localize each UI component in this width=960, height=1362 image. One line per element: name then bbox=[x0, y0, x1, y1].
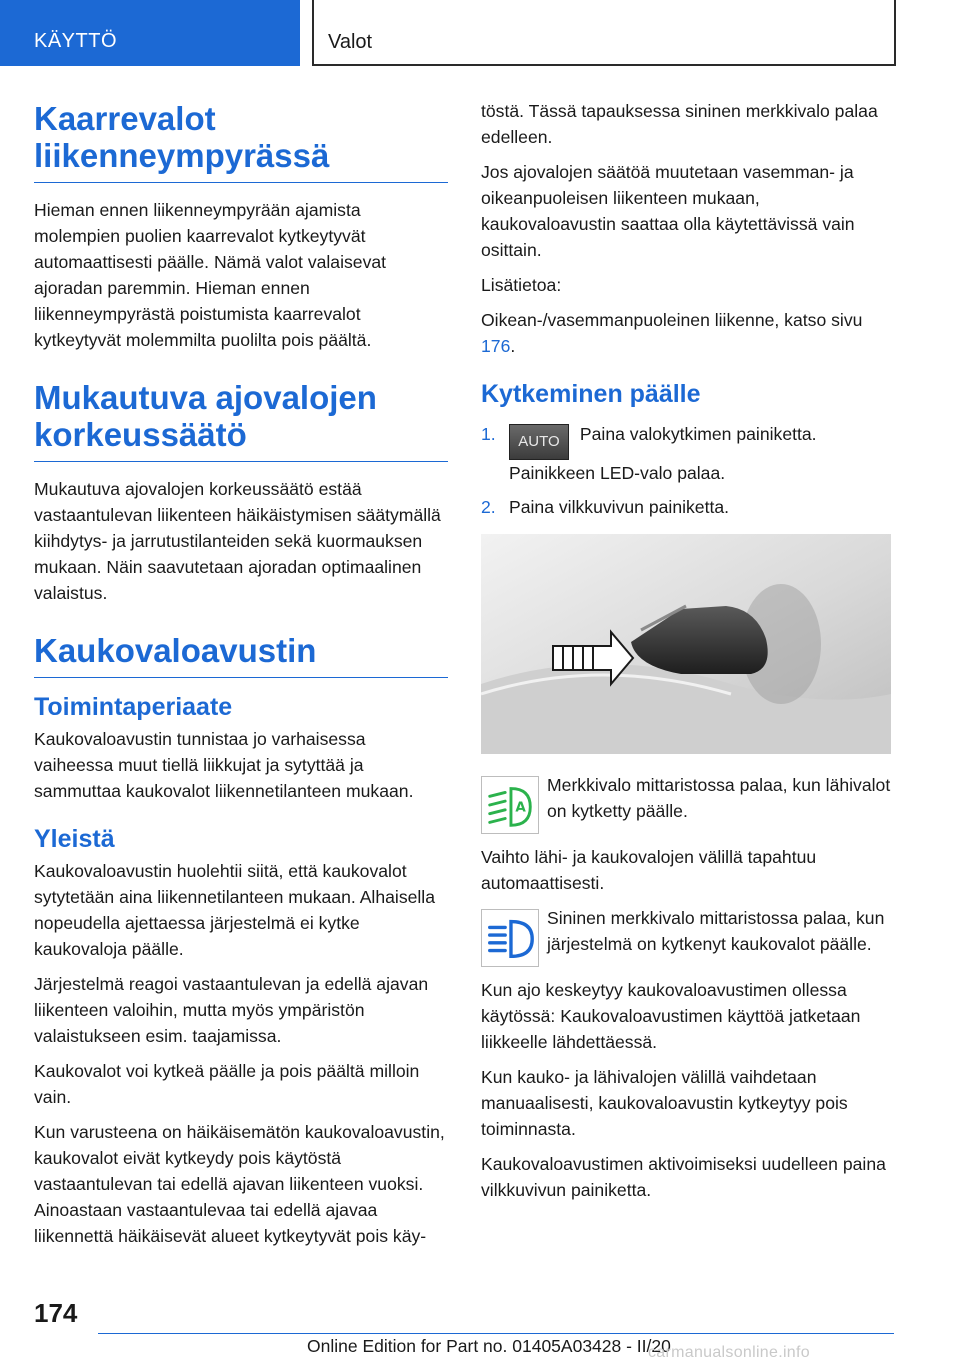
reference-paragraph bbox=[481, 307, 891, 359]
low-beam-indicator-icon bbox=[481, 776, 539, 834]
green-indicator-row bbox=[481, 772, 891, 834]
general-text-2: Järjestelmä reagoi vastaantulevan ja edellä ajavan liikenteen valoihin, mutta myös ympäristön valaistukseen esim. taajamissa. bbox=[34, 974, 429, 1046]
adaptive-leveling-text: Mukautuva ajovalojen korkeussäätö estää vastaantulevan liikenteen häikäistymisen säätymällä kiihdytys- ja jarrutustilanteiden sekä kuormauksen mukaan. Näin saavutetaan ajoradan optimaalinen valaistus. bbox=[34, 479, 441, 603]
interrupt-text: Kun ajo keskeytyy kaukovaloavustimen ollessa käytössä: Kaukovaloavustimen käyttöä jatketaan liikkeelle lähdettäessä. bbox=[481, 980, 861, 1052]
step-2 bbox=[481, 494, 891, 520]
reference-period: . bbox=[510, 336, 516, 356]
chapter-tab[interactable]: KÄYTTÖ bbox=[0, 0, 300, 66]
heading-high-beam-assistant: Kaukovaloavustin bbox=[34, 632, 448, 678]
traffic-change-text: Jos ajovalojen säätöä muutetaan vasemman- ja oikeanpuoleisen liikenteen mukaan, kaukovaloavustin saattaa olla käytettävissä vain osittain. bbox=[481, 162, 855, 260]
page-reference-link[interactable]: 176 bbox=[481, 336, 511, 356]
general-text-1: Kaukovaloavustin huolehtii siitä, että kaukovalot sytytetään aina liikennetilanteen mukaan. Alhaisella nopeudella ajettaessa järjestelmä ei kytke kaukovaloja päälle. bbox=[34, 861, 436, 959]
step-1 bbox=[481, 421, 891, 486]
principle-text: Kaukovaloavustin tunnistaa jo varhaisessa vaiheessa muut tiellä liikkujat ja sytyttää ja sammuttaa kaukovalot liikennetilanteen mukaan. bbox=[34, 729, 414, 801]
right-column bbox=[481, 98, 891, 1212]
step-2-text: Paina vilkkuvivun painiketta. bbox=[509, 497, 730, 517]
continued-text: töstä. Tässä tapauksessa sininen merkkivalo palaa edelleen. bbox=[481, 101, 878, 147]
high-beam-indicator-icon bbox=[481, 909, 539, 967]
heading-principle: Toimintaperiaate bbox=[34, 693, 233, 721]
watermark-text: carmanualsonline.info bbox=[648, 1344, 810, 1361]
blue-indicator-text: Sininen merkkivalo mittaristossa palaa, kun järjestelmä on kytkenyt kaukovalot päälle. bbox=[547, 908, 885, 954]
page-number: 174 bbox=[34, 1298, 78, 1328]
curve-lights-text: Hieman ennen liikenneympyrään ajamista molempien puolien kaarrevalot kytkeytyvät automaattisesti päälle. Nämä valot valaisevat ajoradan paremmin. Hieman ennen liikenneympyrästä poistumista kaarrevalot kytkeytyvät molemmilta puolilta pois päältä. bbox=[34, 200, 387, 350]
heading-curve-lights: Kaarrevalot liikenneympyrässä bbox=[34, 100, 448, 183]
manual-switch-text: Kun kauko- ja lähivalojen välillä vaihdetaan manuaalisesti, kaukovaloavustin kytkeytyy pois toiminnasta. bbox=[481, 1067, 848, 1139]
turn-signal-lever-photo bbox=[481, 534, 891, 754]
heading-general: Yleistä bbox=[34, 825, 115, 853]
reactivate-text: Kaukovaloavustimen aktivoimiseksi uudelleen paina vilkkuvivun painiketta. bbox=[481, 1154, 886, 1200]
step-1-text: Paina valokytkimen painiketta. bbox=[579, 424, 817, 444]
auto-button-icon: AUTO bbox=[509, 424, 569, 460]
blue-indicator-row bbox=[481, 905, 891, 967]
left-column bbox=[34, 100, 448, 1258]
automatic-switch-text: Vaihto lähi- ja kaukovalojen välillä tapahtuu automaattisesti. bbox=[481, 847, 817, 893]
section-title: Valot bbox=[312, 0, 896, 66]
general-text-3: Kaukovalot voi kytkeä päälle ja pois päältä milloin vain. bbox=[34, 1061, 420, 1107]
step-1-subtext: Painikkeen LED-valo palaa. bbox=[509, 463, 726, 483]
step-2-number: 2. bbox=[481, 497, 496, 517]
heading-adaptive-leveling: Mukautuva ajovalojen korkeussäätö bbox=[34, 379, 448, 462]
heading-switch-on: Kytkeminen päälle bbox=[481, 380, 701, 408]
steps-list bbox=[481, 421, 891, 520]
green-indicator-text: Merkkivalo mittaristossa palaa, kun lähivalot on kytketty päälle. bbox=[547, 775, 891, 821]
step-1-number: 1. bbox=[481, 424, 496, 444]
edition-text: Online Edition for Part no. 01405A03428 - II/20 bbox=[307, 1336, 671, 1356]
svg-text:A: A bbox=[515, 799, 526, 816]
reference-text: Oikean-/vasemmanpuoleinen liikenne, katso sivu bbox=[481, 310, 863, 330]
more-info-label: Lisätietoa: bbox=[481, 275, 562, 295]
general-text-4: Kun varusteena on häikäisemätön kaukovaloavustin, kaukovalot eivät kytkeydy pois käytöstä vastaantulevan tai edellä ajavan liikenteen vuoksi. Ainoastaan vastaantulevaa tai edellä ajavaa liikennettä häikäisevät alueet kytkeytyvät pois käy- bbox=[34, 1122, 445, 1246]
footer-divider bbox=[98, 1333, 894, 1334]
